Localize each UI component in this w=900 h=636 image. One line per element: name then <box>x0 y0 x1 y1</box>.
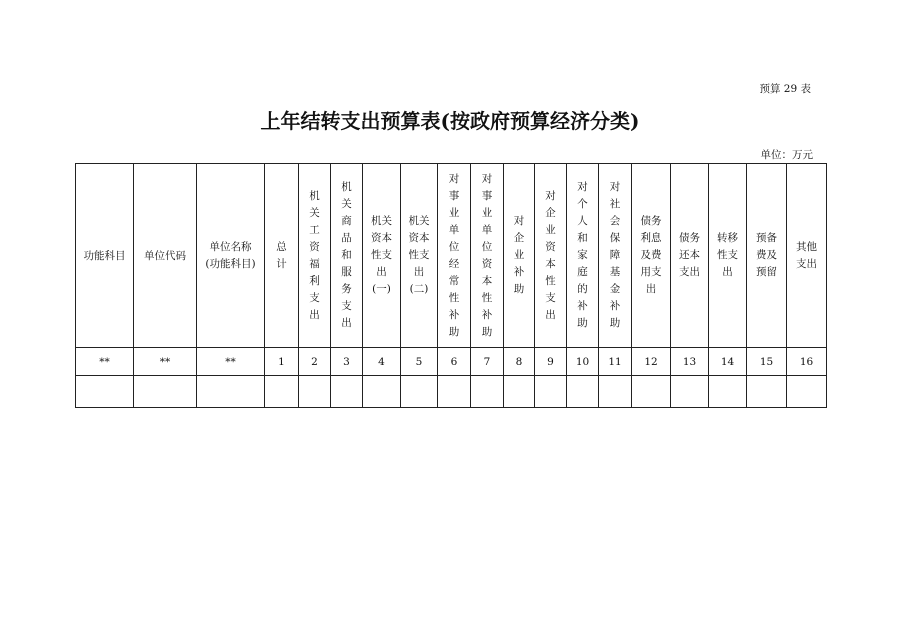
code-cell: 10 <box>567 348 599 376</box>
header-line: (一) <box>372 283 391 295</box>
header-line: 债务 <box>679 232 700 244</box>
header-line: 计 <box>276 257 287 270</box>
header-line: 出 <box>545 308 556 321</box>
header-unit-name <box>197 164 265 348</box>
header-line: 补 <box>513 266 525 278</box>
code-cell: 5 <box>401 348 438 376</box>
header-line: 资 <box>545 240 556 253</box>
header-social-security-subsidy <box>599 164 632 348</box>
data-cell <box>331 376 363 408</box>
header-line: 和 <box>341 249 352 261</box>
data-cell <box>299 376 331 408</box>
header-line: 个 <box>577 198 588 210</box>
header-total <box>265 164 299 348</box>
data-cell <box>567 376 599 408</box>
header-line: 务 <box>341 283 352 295</box>
header-line: 商 <box>341 215 352 227</box>
code-cell: 1 <box>265 348 299 376</box>
header-org-capital-1 <box>363 164 401 348</box>
header-line: (二) <box>409 283 429 295</box>
data-cell <box>599 376 632 408</box>
data-cell <box>504 376 535 408</box>
data-cell <box>134 376 197 408</box>
code-cell: ** <box>197 348 265 376</box>
header-line: 助 <box>513 283 525 295</box>
header-org-goods-services <box>331 164 363 348</box>
code-cell: 12 <box>632 348 671 376</box>
header-line: 位 <box>481 240 493 253</box>
header-line: 品 <box>341 232 352 244</box>
header-line: 性支 <box>717 249 738 261</box>
data-cell <box>363 376 401 408</box>
header-line: 性 <box>481 291 493 304</box>
header-row <box>76 164 827 348</box>
header-line: 支 <box>341 300 352 312</box>
header-line: 出 <box>341 317 352 329</box>
data-row <box>76 376 827 408</box>
header-line: 补 <box>577 300 588 312</box>
header-line: 位 <box>448 240 460 253</box>
header-line: 资 <box>309 240 320 253</box>
header-line: 对 <box>448 172 460 185</box>
unit-label: 单位：万元 <box>760 149 813 161</box>
header-line: 关 <box>341 198 352 210</box>
header-function-subject: 功能科目 <box>76 164 134 348</box>
header-line: 还本 <box>679 249 700 261</box>
header-line: 机关 <box>408 215 430 227</box>
header-line: 业 <box>448 206 460 219</box>
page-title: 上年结转支出预算表(按政府预算经济分类) <box>260 109 640 133</box>
header-line: 及费 <box>640 249 662 261</box>
header-line: 社 <box>609 198 621 210</box>
header-household-subsidy <box>567 164 599 348</box>
code-cell: 13 <box>671 348 709 376</box>
header-line: 保 <box>609 232 621 244</box>
header-line: 和 <box>577 232 588 244</box>
header-line: 性 <box>448 291 460 304</box>
header-line: 企 <box>513 232 525 244</box>
data-cell <box>671 376 709 408</box>
header-line: 出 <box>413 266 425 278</box>
header-line: 预留 <box>756 266 777 278</box>
code-cell: 8 <box>504 348 535 376</box>
code-cell: ** <box>76 348 134 376</box>
data-cell <box>747 376 787 408</box>
header-line: 转移 <box>717 232 738 244</box>
header-line: 企 <box>545 206 556 219</box>
header-line: 总 <box>276 240 287 253</box>
code-cell: 9 <box>535 348 567 376</box>
header-reserve <box>747 164 787 348</box>
data-cell <box>265 376 299 408</box>
header-line: 利息 <box>640 232 662 244</box>
header-line: 助 <box>481 325 493 338</box>
data-cell <box>438 376 471 408</box>
header-institution-regular-subsidy <box>438 164 471 348</box>
header-line: 庭 <box>577 266 588 278</box>
header-line: 单 <box>448 223 460 236</box>
code-cell: 16 <box>787 348 827 376</box>
header-line: 补 <box>481 308 493 321</box>
header-line: 补 <box>448 308 460 321</box>
header-line: 利 <box>309 274 320 287</box>
header-line: 业 <box>481 206 493 219</box>
header-line: 本 <box>545 257 556 270</box>
header-line: 出 <box>309 308 320 321</box>
budget-table <box>75 163 827 408</box>
code-cell: 2 <box>299 348 331 376</box>
header-line: 支 <box>309 291 320 304</box>
code-cell: 6 <box>438 348 471 376</box>
table-code-label: 预算 29 表 <box>759 83 811 95</box>
header-line: 工 <box>309 223 320 236</box>
header-line: 性支 <box>371 249 392 261</box>
header-line: 对 <box>609 181 621 193</box>
header-unit-code: 单位代码 <box>134 164 197 348</box>
header-line: 资 <box>481 257 493 270</box>
header-line: 金 <box>609 283 621 295</box>
header-line: 助 <box>609 317 621 329</box>
data-cell <box>76 376 134 408</box>
code-row <box>76 348 827 376</box>
header-line: 预备 <box>756 232 777 244</box>
header-org-wages-welfare <box>299 164 331 348</box>
header-line: 助 <box>448 325 460 338</box>
header-line: 业 <box>513 249 525 261</box>
header-line: 人 <box>577 215 588 227</box>
code-cell: 15 <box>747 348 787 376</box>
header-line: 补 <box>609 300 621 312</box>
header-enterprise-subsidy <box>504 164 535 348</box>
data-cell <box>535 376 567 408</box>
header-line: 费及 <box>756 249 777 261</box>
header-line: 支出 <box>796 257 817 270</box>
code-cell: 3 <box>331 348 363 376</box>
header-line: 关 <box>309 206 320 219</box>
header-line: 债务 <box>640 215 662 227</box>
code-cell: 11 <box>599 348 632 376</box>
header-line: 助 <box>577 317 588 329</box>
header-line: 出 <box>645 283 657 295</box>
data-cell <box>471 376 504 408</box>
header-line: 会 <box>609 215 621 227</box>
header-line: 单位名称 <box>209 240 252 253</box>
header-line: 障 <box>609 249 621 261</box>
header-enterprise-capital <box>535 164 567 348</box>
header-line: 业 <box>545 223 556 236</box>
code-cell: ** <box>134 348 197 376</box>
header-line: 事 <box>481 189 493 202</box>
header-line: 出 <box>376 266 387 278</box>
header-line: (功能科目) <box>205 257 256 270</box>
header-line: 机关 <box>371 215 392 227</box>
header-org-capital-2 <box>401 164 438 348</box>
header-line: 的 <box>577 283 588 295</box>
header-line: 对 <box>513 215 525 227</box>
code-cell: 4 <box>363 348 401 376</box>
header-other <box>787 164 827 348</box>
header-debt-principal <box>671 164 709 348</box>
header-line: 本 <box>481 274 493 287</box>
header-line: 机 <box>341 181 352 193</box>
header-line: 服 <box>341 266 352 278</box>
data-cell <box>632 376 671 408</box>
header-line: 家 <box>577 249 588 261</box>
header-line: 资本 <box>408 232 430 244</box>
header-line: 支出 <box>679 266 700 278</box>
header-line: 经 <box>448 257 460 270</box>
code-cell: 7 <box>471 348 504 376</box>
header-line: 出 <box>722 266 733 278</box>
header-line: 用支 <box>640 266 662 278</box>
header-line: 性 <box>545 274 556 287</box>
header-line: 对 <box>577 181 588 193</box>
header-line: 其他 <box>796 240 817 253</box>
header-line: 性支 <box>408 249 430 261</box>
data-cell <box>787 376 827 408</box>
header-line: 机 <box>309 189 320 202</box>
header-line: 资本 <box>371 232 392 244</box>
code-cell: 14 <box>709 348 747 376</box>
header-line: 事 <box>448 189 460 202</box>
header-debt-interest <box>632 164 671 348</box>
header-line: 福 <box>309 257 320 270</box>
header-line: 单 <box>481 223 493 236</box>
header-line: 基 <box>609 266 621 278</box>
data-cell <box>709 376 747 408</box>
header-line: 支 <box>545 291 556 304</box>
header-line: 对 <box>545 189 556 202</box>
header-institution-capital-subsidy <box>471 164 504 348</box>
data-cell <box>401 376 438 408</box>
data-cell <box>197 376 265 408</box>
header-line: 对 <box>481 172 493 185</box>
header-line: 常 <box>448 274 460 287</box>
header-transfer <box>709 164 747 348</box>
